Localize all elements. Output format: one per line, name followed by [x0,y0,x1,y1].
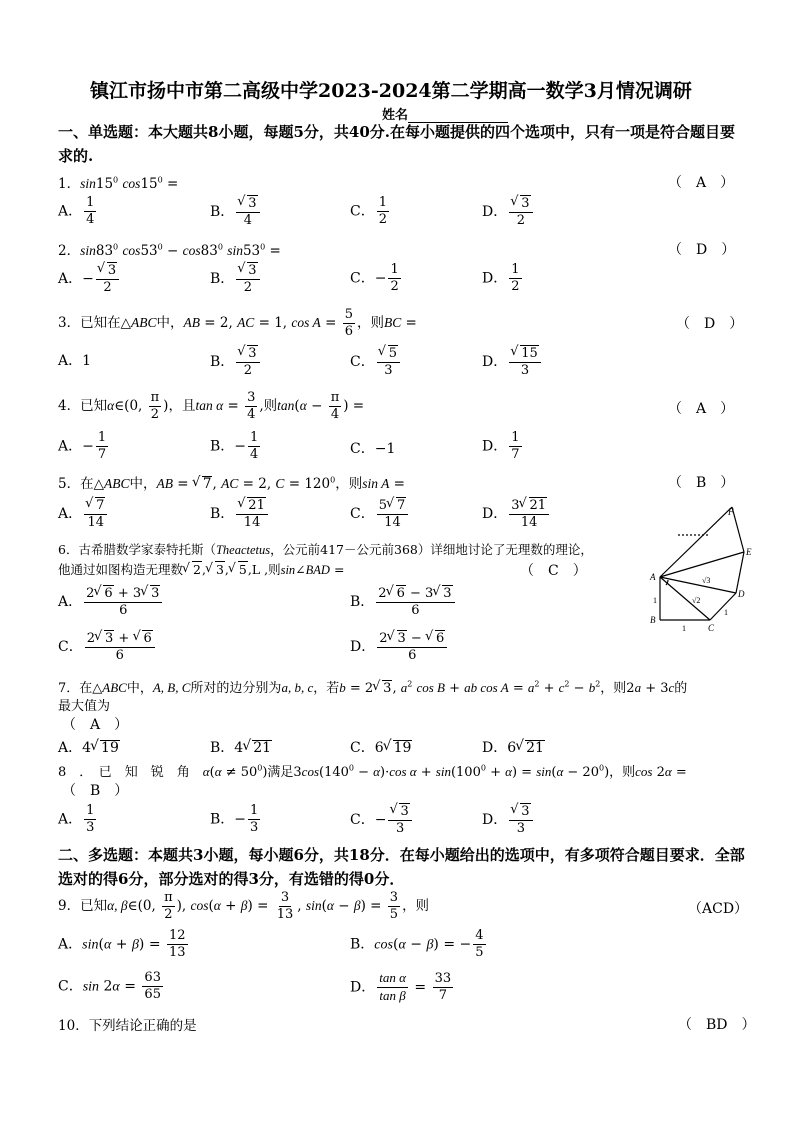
section-2-heading: 二、多选题：本题共3小题，每小题6分，共18分．在每小题给出的选项中，有多项符合题目要求．全部选对的得6分，部分选对的得3分，有选错的得0分． [58,846,745,888]
q1-option-a: A． $\frac{1}{4}$ [58,195,95,227]
segment-dc [710,593,736,620]
question-5: 5．在△ABC中，AB = √ 7, AC = 2, $C = 120^0$，则sin A = [58,472,405,492]
q5-option-b: B． √ $\frac{21}{14}$ [210,497,270,531]
question-7-line-2: 最大值为 [58,699,111,714]
label-sqrt3: √3 [702,576,711,585]
q7-option-a: A．4√ 19 [58,737,120,757]
q4-option-d: D． $\frac{1}{7}$ [482,430,520,462]
q6-option-d: D． $\frac{2√ 3 - √ 6}{6}$ [350,630,449,664]
q2-option-d: D． $\frac{1}{2}$ [482,262,520,294]
q8-option-d: D． √ $\frac{3}{3}$ [482,803,535,837]
q4-number: 4 [58,398,67,414]
question-4: 4．已知α∈(0, $\frac{\pi}{2}$ )，且tan α = $\frac{3}{4}$ ,则tan(α − $\frac{\pi}{4}$ ) = [58,390,365,422]
q1-number: 1 [58,176,67,192]
q2-number: 2 [58,243,67,259]
q7-option-c: C．6√ 19 [350,737,412,757]
point-a-label: A [650,572,656,582]
q10-number: 10 [58,1018,76,1034]
label-sqrt2: √2 [692,596,701,605]
label-cd-length: 1 [724,608,728,617]
q1-option-d: D． √ $\frac{3}{2}$ [482,195,535,229]
q6-option-c: C． $\frac{2√ 3 + √ 6}{6}$ [58,630,157,664]
q8-option-b: B．− $\frac{1}{3}$ [210,803,259,835]
label-ab-length: 1 [653,596,657,605]
q8-option-c: C．− √ $\frac{3}{3}$ [350,803,414,837]
segment-fe [732,507,744,552]
q9-number: 9 [58,898,67,914]
q9-option-a: A．sin(α + β) = $\frac{12}{13}$ [58,928,186,960]
q1-answer: （ A ） [668,175,735,191]
q6-number: 6 [58,542,66,557]
q8-answer: （ B ） [62,783,129,799]
q2-answer: （ D ） [668,242,736,258]
q6-option-a: A． $\frac{2√ 6 + 3√ 3}{6}$ [58,585,164,619]
q2-option-b: B． √ $\frac{3}{2}$ [210,262,262,296]
question-10: 10．下列结论正确的是 [58,1018,197,1034]
q10-stem: 下列结论正确的是 [88,1018,197,1034]
q7-number: 7 [58,681,67,696]
q5-option-a: A． √ $\frac{7}{14}$ [58,497,109,531]
q8-number: 8 [58,765,67,780]
segment-ad [660,577,736,593]
q5-option-d: D． $\frac{3√ 21}{14}$ [482,497,551,531]
question-3: 3．已知在△ABC中，AB = 2, AC = 1, cos A = $\frac{5}{6}$ ，则BC = [58,307,417,339]
question-8: 8 ． 已 知 锐 角 $\alpha(\alpha \ne 50^0)$满足$3\cos(140^0 - \alpha)\cdot\cos$ $\alpha + \sin(100^0 + \alpha) = \sin(\alpha - 20^0)$，则cos 2α = [58,763,687,780]
point-c-label: C [708,623,715,633]
question-6-line-1: 6．古希腊数学家泰特托斯（Theactetus，公元前417－公元前368）详细地讨论了无理数的理论， [58,542,593,557]
q5-number: 5 [58,476,67,492]
q4-option-a: A．− $\frac{1}{7}$ [58,430,107,462]
q4-option-c: C．−1 [350,441,396,457]
q3-option-a: A．1 [58,353,92,369]
q9-option-b: B．cos(α − β) = − $\frac{4}{5}$ [350,928,484,960]
label-bc-length: 1 [682,624,686,633]
q1-option-c: C． $\frac{1}{2}$ [350,195,387,227]
name-label: 姓名 [382,108,409,123]
q3-option-d: D． √ $\frac{15}{3}$ [482,345,543,379]
q9-option-d: D． $\frac{\text{tan α}}{\text{tan β}}$ = $\frac{33}{7}$ [350,970,452,1003]
q6-answer: （ C ） [520,563,587,579]
q4-option-b: B．− $\frac{1}{4}$ [210,430,259,462]
q2-option-c: C．− $\frac{1}{2}$ [350,262,399,294]
q6-option-b: B． $\frac{2√ 6 - 3√ 3}{6}$ [350,585,457,619]
question-1: 1．$\sin 15^0$ $\cos 15^0$ = [58,175,179,192]
q8-option-a: A． $\frac{1}{3}$ [58,803,95,835]
question-2: 2．$\sin 83^0$ $\cos 53^0 - \cos 83^0$ $\sin 53^0$ = [58,242,281,259]
point-f-label: F [728,507,734,517]
question-6-line-2: 他通过如图构造无理数√ 2,√ 3,√ 5,L ,则sin∠BAD = [58,560,344,578]
point-b-label: B [650,615,656,625]
page-title: 镇江市扬中市第二高级中学2023-2024第二学期高一数学3月情况调研 [90,80,692,102]
q9-answer: （ACD） [688,901,749,917]
question-9: 9．已知α, β∈(0, $\frac{\pi}{2}$ ), cos(α + β) = $\frac{3}{13}$ , sin(α − β) = $\frac{3}{5}$ ，则 [58,890,430,922]
q5-option-c: C． $\frac{5√ 7}{14}$ [350,497,410,531]
geometry-figure [648,505,760,633]
q7-option-d: D．6√ 21 [482,737,545,757]
q9-option-c: C．sin 2α = $\frac{63}{65}$ [58,970,161,1002]
q2-option-a: A．− √ $\frac{3}{2}$ [58,262,121,296]
q3-number: 3 [58,315,67,331]
q3-option-c: C． √ $\frac{5}{3}$ [350,345,402,379]
section-1-heading: 一、单选题：本大题共8小题，每题5分，共40分.在每小题提供的四个选项中，只有一项是符合题目要求的. [58,123,735,165]
question-7-line-1: 7．在△ABC中，A, B, C所对的边分别为a, b, c，若b = 2√ 3, $a^2$ cos B + ab $\cos A = a^2 + c^2 - b^2$，则2a + 3c的 [58,677,687,696]
q7-option-b: B．4√ 21 [210,737,272,757]
segment-ed [736,552,744,593]
q7-answer: （ A ） [62,717,129,733]
q4-answer: （ A ） [668,401,735,417]
q5-answer: （ B ） [668,475,735,491]
point-d-label: D [738,589,745,599]
q3-option-b: B． √ $\frac{3}{2}$ [210,345,262,379]
point-e-label: E [746,547,752,557]
q1-option-b: B． √ $\frac{3}{4}$ [210,195,262,229]
q3-answer: （ D ） [676,316,744,332]
q10-answer: （ BD ） [678,1017,756,1033]
